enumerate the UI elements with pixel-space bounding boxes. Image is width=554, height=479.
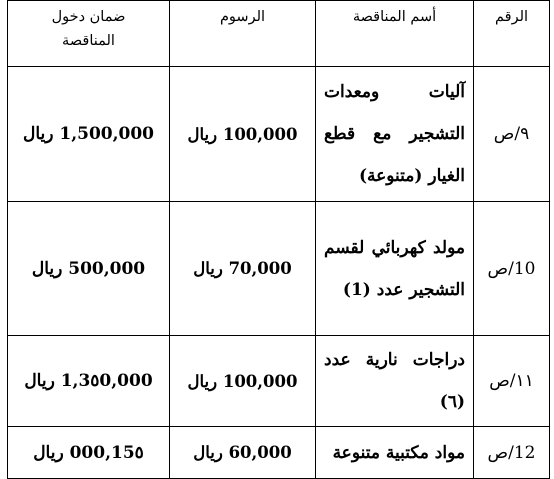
header-guarantee-line1: ضمان دخول: [51, 9, 126, 25]
tender-name: مواد مكتبية متنوعة: [316, 427, 474, 479]
tender-name: آليات ومعدات التشجير مع قطع الغيار (متنوعة): [316, 67, 474, 202]
header-number: الرقم: [474, 1, 550, 67]
tender-guarantee: 1,3٥0,000 ريال: [8, 336, 170, 427]
tender-fee: 70,000 ريال: [170, 202, 316, 336]
row-number: ٩/ص: [474, 67, 550, 202]
row-number: ١١/ص: [474, 336, 550, 427]
tender-fee: 60,000 ريال: [170, 427, 316, 479]
header-fee: الرسوم: [170, 1, 316, 67]
tender-guarantee: 500,000 ريال: [8, 202, 170, 336]
table-row: [8, 202, 550, 336]
table-row: [8, 67, 550, 202]
tender-guarantee: 15٥,000 ريال: [8, 427, 170, 479]
row-number: 10/ص: [474, 202, 550, 336]
tender-fee: 100,000 ريال: [170, 336, 316, 427]
table-row: [8, 427, 550, 479]
header-guarantee-line2: المناقصة: [62, 33, 115, 49]
header-guarantee: [8, 1, 170, 67]
tender-fee: 100,000 ريال: [170, 67, 316, 202]
row-number: 12/ص: [474, 427, 550, 479]
tender-name: دراجات نارية عدد (٦): [316, 336, 474, 427]
tender-guarantee: 1,500,000 ريال: [8, 67, 170, 202]
header-name: أسم المناقصة: [316, 1, 474, 67]
tender-name: مولد كهربائي لقسم التشجير عدد (1): [316, 202, 474, 336]
table-row: [8, 336, 550, 427]
tenders-table: [7, 0, 550, 479]
table-header-row: [8, 1, 550, 67]
